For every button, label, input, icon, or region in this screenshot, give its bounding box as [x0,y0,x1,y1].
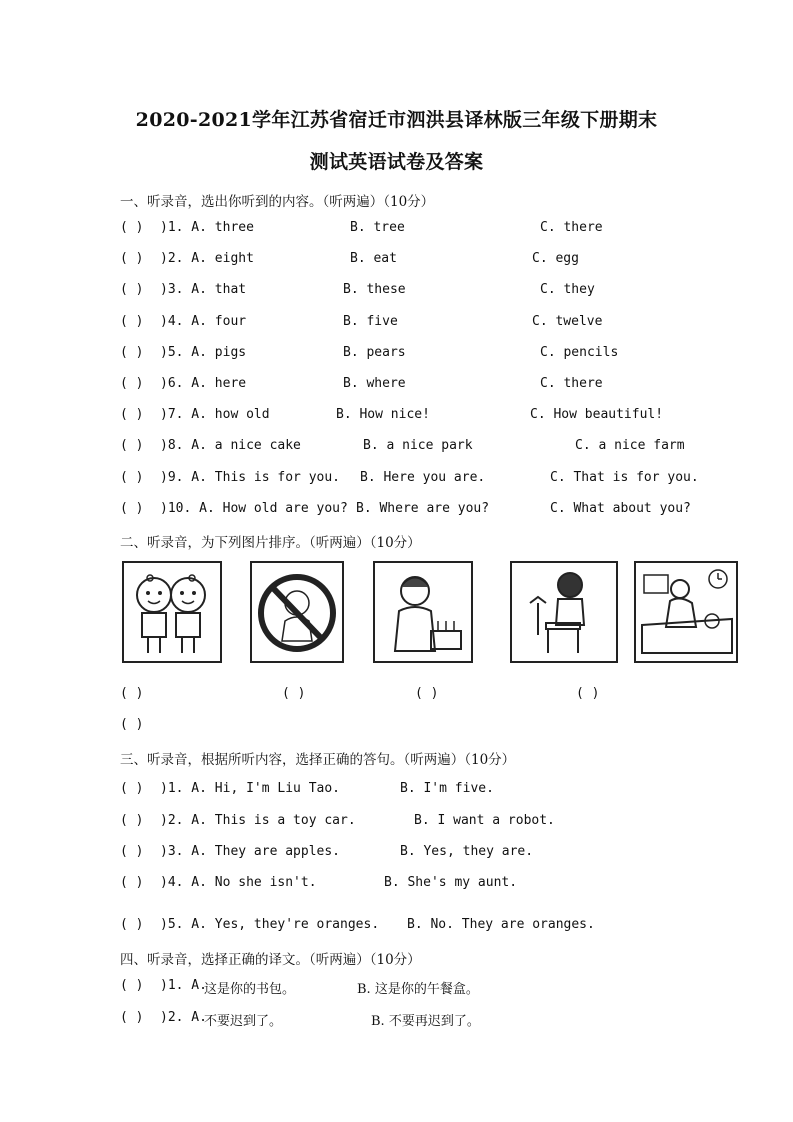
s1-item-9 [120,470,720,490]
picture-blank-4: ( ) [576,686,600,701]
option-b: B. pears [343,345,406,360]
option-b: B. How nice! [336,407,430,422]
option-a-text: 不要迟到了。 [204,1014,283,1029]
option-a-text: 这是你的书包。 [204,982,296,997]
picture-blank-1: ( ) [120,686,144,701]
option-a: )2. A. eight [160,251,254,266]
option-c: C. What about you? [550,501,691,516]
section4-heading: 四、听录音，选择正确的译文。（听两遍）（10分） [120,952,421,968]
option-a: )1. A. three [160,220,254,235]
option-a: )7. A. how old [160,407,270,422]
option-b: B. 不要再迟到了。 [371,1014,480,1029]
option-a: )2. A. This is a toy car. [160,813,356,828]
section3-heading: 三、听录音，根据所听内容，选择正确的答句。（听两遍）（10分） [120,752,516,768]
no-sign-icon [252,563,342,661]
answer-blank: ( ) [120,917,144,932]
answer-blank: ( ) [120,470,144,485]
option-a: )3. A. that [160,282,247,297]
option-c: C. there [540,220,603,235]
option-a: )6. A. here [160,376,247,391]
option-b: B. I want a robot. [414,813,555,828]
exam-title-line1: 2020-2021学年江苏省宿迁市泗洪县译林版三年级下册期末 [135,109,658,131]
no-crying-picture [250,561,344,663]
answer-blank: ( ) [120,220,144,235]
option-a-label: )2. A. [160,1010,207,1025]
option-a: )8. A. a nice cake [160,438,301,453]
s3-item-2 [120,813,720,833]
answer-blank: ( ) [120,844,144,859]
s1-item-3 [120,282,720,302]
sit-down-picture [510,561,618,663]
s1-item-7 [120,407,720,427]
answer-blank: ( ) [120,978,144,993]
option-c: C. That is for you. [550,470,699,485]
mother-bed-picture [634,561,738,663]
birthday-cake-picture [373,561,473,663]
option-c: C. a nice farm [575,438,685,453]
answer-blank: ( ) [120,251,144,266]
answer-blank: ( ) [120,407,144,422]
option-b: B. Yes, they are. [400,844,534,859]
option-b: B. a nice park [363,438,473,453]
option-c: C. they [540,282,595,297]
option-a-label: )1. A. [160,978,207,993]
option-c: C. How beautiful! [530,407,664,422]
s4-item-1 [120,978,720,998]
picture-blank-2: ( ) [282,686,306,701]
s3-item-3 [120,844,720,864]
option-c: C. there [540,376,603,391]
option-b: B. She's my aunt. [384,875,518,890]
s1-item-6 [120,376,720,396]
section2-heading: 二、听录音，为下列图片排序。（听两遍）（10分） [120,535,421,551]
answer-blank: ( ) [120,282,144,297]
option-a: )5. A. pigs [160,345,247,360]
answer-blank: ( ) [120,501,144,516]
option-b: B. Where are you? [356,501,490,516]
option-c: C. twelve [532,314,603,329]
answer-blank: ( ) [120,314,144,329]
answer-blank: ( ) [120,345,144,360]
option-c: C. pencils [540,345,619,360]
option-b: B. these [343,282,406,297]
twins-picture [122,561,222,663]
option-b: B. tree [350,220,405,235]
s3-item-1 [120,781,720,801]
option-b: B. I'm five. [400,781,494,796]
exam-title-line2: 测试英语试卷及答案 [309,151,484,173]
answer-blank: ( ) [120,875,144,890]
option-b: B. Here you are. [360,470,486,485]
picture-blank-3: ( ) [415,686,439,701]
twins-icon [124,563,220,661]
answer-blank: ( ) [120,438,144,453]
mother-child-bed-icon [636,563,736,661]
option-a: )4. A. four [160,314,247,329]
option-b: B. five [343,314,398,329]
s3-item-5 [120,917,720,937]
answer-blank: ( ) [120,781,144,796]
section1-heading: 一、听录音，选出你听到的内容。（听两遍）（10分） [120,194,435,210]
s1-item-1 [120,220,720,240]
answer-blank: ( ) [120,1010,144,1025]
option-b: B. where [343,376,406,391]
option-a: )10. A. How old are you? [160,501,348,516]
s1-item-4 [120,314,720,334]
s1-item-5 [120,345,720,365]
option-a: )4. A. No she isn't. [160,875,317,890]
option-a: )9. A. This is for you. [160,470,341,485]
answer-blank: ( ) [120,376,144,391]
picture-strip [120,561,740,671]
girl-cake-icon [375,563,471,661]
option-a: )1. A. Hi, I'm Liu Tao. [160,781,341,796]
sitting-girl-icon [512,563,616,661]
s3-item-4 [120,875,720,895]
option-b: B. eat [350,251,397,266]
answer-blank: ( ) [120,813,144,828]
picture-blank-5: ( ) [120,717,144,732]
s1-item-2 [120,251,720,271]
s1-item-8 [120,438,720,458]
option-c: C. egg [532,251,579,266]
option-a: )5. A. Yes, they're oranges. [160,917,380,932]
s1-item-10 [120,501,720,521]
option-b: B. No. They are oranges. [407,917,595,932]
option-a: )3. A. They are apples. [160,844,341,859]
option-b: B. 这是你的午餐盒。 [357,982,479,997]
s4-item-2 [120,1010,720,1030]
